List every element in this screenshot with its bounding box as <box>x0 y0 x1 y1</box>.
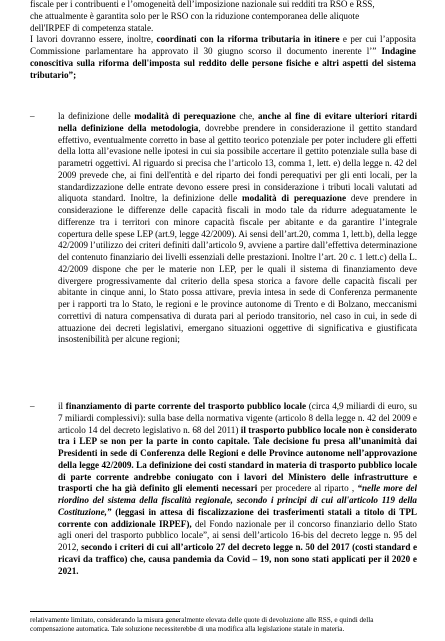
text-line: che attualmente è garantita solo per le RSO con la riduzione contemporanea delle aliquote <box>30 10 360 21</box>
bold-run: secondo i criteri di cui all’articolo 27 del decreto legge n. 50 del 2017 (costi standard e ricavi da traffico) che, causa pandemia da Covid – 19, non sono stati applicati per il 2020 e 2021. <box>58 542 418 576</box>
text-run: I lavori dovranno essere, inoltre, <box>30 34 157 45</box>
text-line: fiscale per i contribuenti e l’omogeneità dell’imposizione nazionale sui redditi tra RSO e RSS, <box>30 0 375 9</box>
text-run: ”; <box>68 69 77 80</box>
list-dash: – <box>30 401 35 411</box>
text-run: che, <box>235 111 258 121</box>
bold-run: modalità di perequazione <box>242 193 347 204</box>
list-dash: – <box>30 111 35 121</box>
text-run: deve prendere in considerazione le differenze delle capacità fiscali in modo tale da ridurre adeguatamente le differenze tra i territori con minore capacità fiscale per abitante e da garantire l’integrale copertura delle spese LEP (art.9, legge 42/2009). Ai sensi dell’art.20, comma 1, lett.b), della legge 42/2009 l’utilizzo dei criteri definiti dall’articolo 9, avviene a partire dall’effettiva determinazione del contenuto finanziario dei livelli essenziali delle prestazioni. Inoltre l’art. 20 c. 1 lett.c) della L. 42/2009 dispone che per le materie non LEP, per le quali il sistema di finanziamento deve divergere progressivamente dal criterio della spesa storica a favore delle capacità fiscali per abitante in cinque anni, lo Stato possa attivare, previa intesa in sede di Conferenza permanente per i rapporti tra lo Stato, le regioni e le province autonome di Trento e di Bolzano, meccanismi correttivi di natura compensativa di durata pari al periodo transitorio, nel caso in cui, in sede di attuazione dei decreti legislativi, emergano situazioni oggettive di significativa e giustificata insostenibilità per alcune regioni; <box>58 193 417 345</box>
bold-run: finanziamento di parte corrente del trasporto pubblico locale <box>65 401 307 411</box>
text-line: dell'IRPEF di competenza statale. <box>30 22 154 33</box>
paragraph-coordination <box>30 34 416 81</box>
text-run: del Fondo nazionale per il concorso finanziario dello Stato agli oneri del trasporto pubblico locale”, ai sensi dell’articolo 16-bis del decreto legge n. 95 del 2012, <box>58 518 417 552</box>
bullet-tpl <box>58 401 417 577</box>
text-run: e per cui l’apposita Commissione parlamentare ha approvato il 30 giugno scorso il documento inerente l’” <box>30 34 416 56</box>
bold-italic-run: “nelle more del riordino del sistema della fiscalità regionale, secondo i principi di cui all'articolo 119 della Costituzione,” <box>58 483 418 517</box>
bold-run: coordinati con la riforma tributaria in itinere <box>156 34 340 45</box>
bold-run: il trasporto pubblico locale non è considerato tra i LEP se non per la parte in conto capitale. Tale decisione fu presa all’unanimità dai Presidenti in sede di Conferenza delle Regioni e delle Province autonome nell’approvazione della legge 42/2009. La definizione dei costi standard in materia di trasporto pubblico locale di parte corrente andrebbe coniugato con i lavori del Ministero delle infrastrutture e trasporti che ha già definito gli elementi necessari <box>58 424 417 494</box>
text-run: (circa 4,9 miliardi di euro, su 7 miliardi complessivi): sulla base della normativa vigente (articolo 8 della legge n. 42 del 2009 e articolo 14 del decreto legislativo n. 68 del 2011) <box>58 401 418 435</box>
bold-run: anche al fine di evitare ulteriori ritardi nella definizione della metodologia <box>58 111 417 133</box>
footnote-line: relativamente limitato, considerando la misura generalmente elevata delle quote di devoluzione alle RSS, e quindi della <box>30 616 374 624</box>
bullet-perequazione <box>58 111 417 346</box>
bold-run: (leggasi in attesa di fiscalizzazione dei trasferimenti statali a titolo di TPL corrente con addizionale IRPEF), <box>58 506 417 529</box>
bold-run: Indagine conoscitiva sulla riforma dell'imposta sul reddito delle persone fisiche e altri aspetti del sistema tributario <box>30 46 416 80</box>
text-run: il <box>58 401 66 411</box>
footnote-separator <box>30 611 180 612</box>
text-run: per procedere al riparto , <box>257 483 358 494</box>
bold-run: modalità di perequazione <box>134 111 236 121</box>
footnote-line: compensazione automatica. Tale soluzione necessiterebbe di una modifica alla legislazione statale in materia. <box>30 624 345 633</box>
text-run: , dovrebbe prendere in considerazione il gettito standard effettivo, eventualmente corretto in base al gettito teorico potenziale per poter includere gli effetti della lotta all’evasione nelle ipotesi in cui sia possibile accertare il gettito potenziale sulla base di parametri oggettivi. Al riguardo si precisa che l’articolo 13, comma 1, lett. e) della legge n. 42 del 2009 prevede che, ai fini dell'entità e del riparto dei fondi perequativi per gli enti locali, per la standardizzazione delle entrate devono essere presi in considerazione i tributi locali valutati ad aliquota standard. Inoltre, la definizione delle <box>58 122 417 204</box>
text-run: la definizione delle <box>58 111 135 121</box>
